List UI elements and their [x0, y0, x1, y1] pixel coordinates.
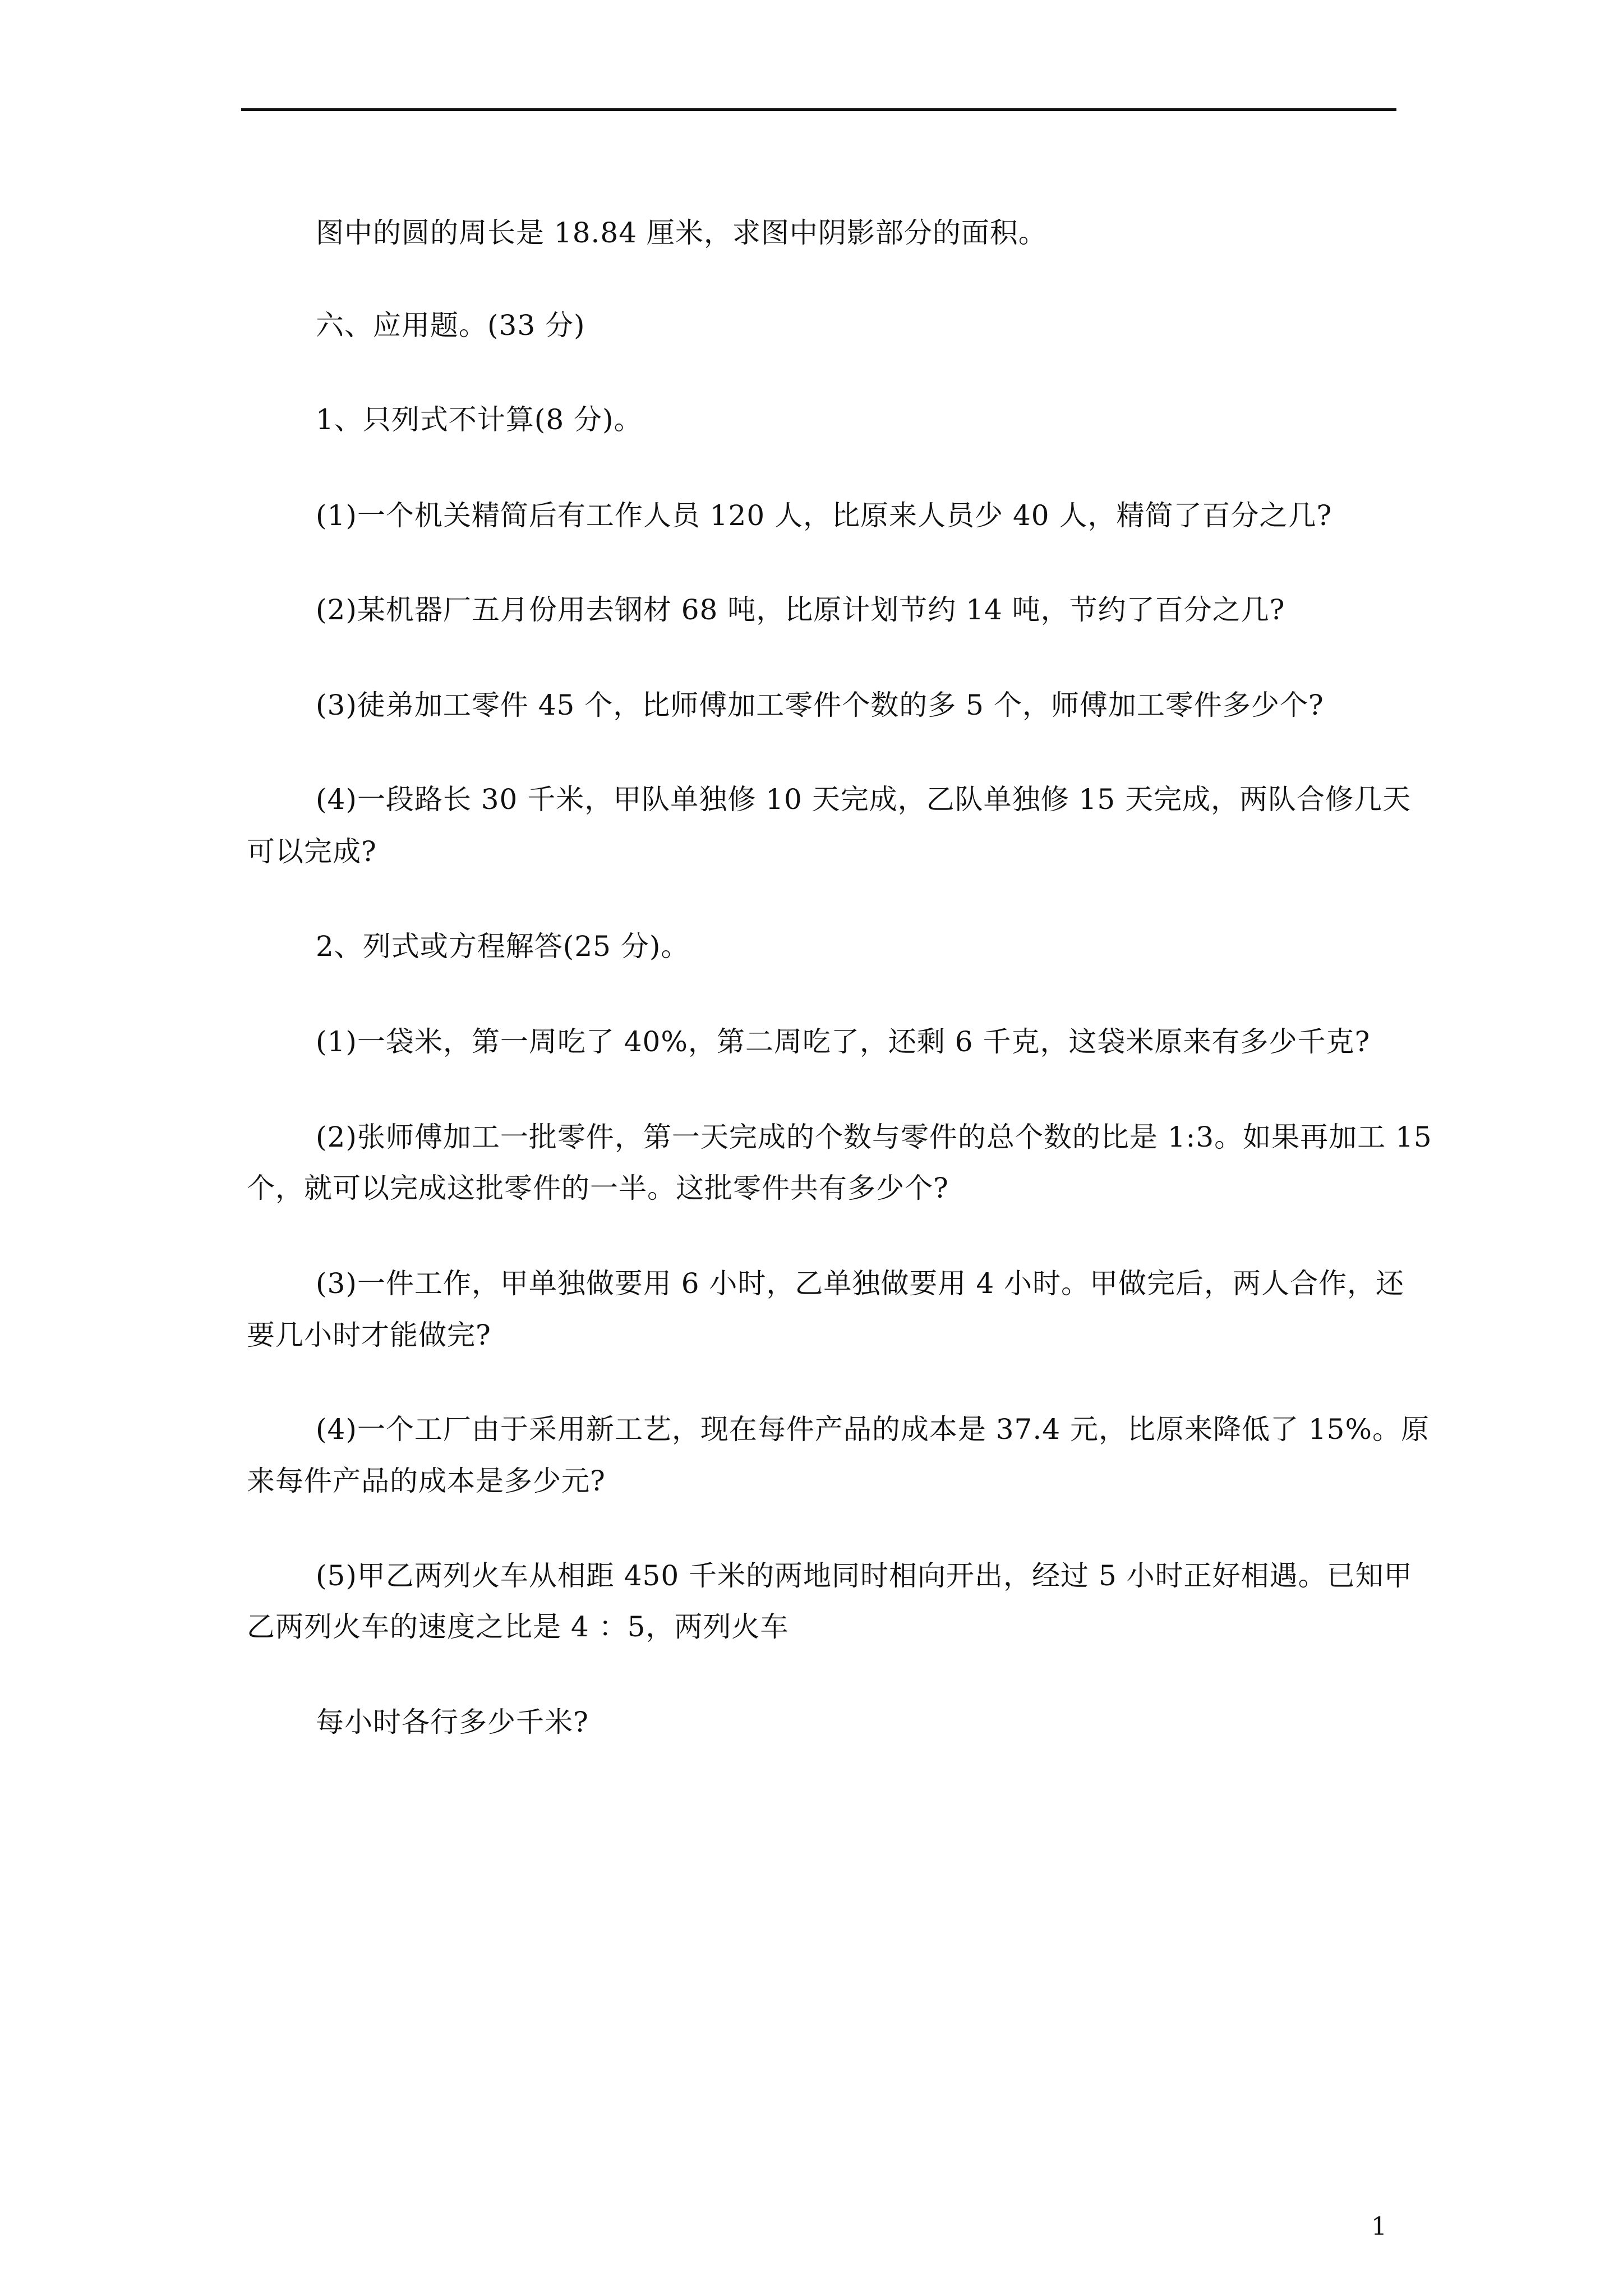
header-rule: [241, 108, 1396, 111]
section-heading: 六、应用题。(33 分): [316, 309, 585, 342]
question-line-continued: 乙两列火车的速度之比是 4 ：5，两列火车: [247, 1611, 789, 1643]
question-line: (4)一个工厂由于采用新工艺，现在每件产品的成本是 37.4 元，比原来降低了 15%。原: [316, 1413, 1430, 1446]
question-line-continued: 要几小时才能做完?: [247, 1319, 491, 1351]
text-line: 图中的圆的周长是 18.84 厘米，求图中阴影部分的面积。: [316, 217, 1047, 249]
question-line-continued: 可以完成?: [247, 835, 377, 868]
question-line: (1)一个机关精简后有工作人员 120 人，比原来人员少 40 人，精简了百分之几?: [316, 499, 1332, 532]
subsection-heading: 1、只列式不计算(8 分)。: [316, 403, 643, 436]
page-number: 1: [1371, 2212, 1387, 2241]
question-line-continued: 个，就可以完成这批零件的一半。这批零件共有多少个?: [247, 1172, 949, 1204]
question-line: (2)张师傅加工一批零件，第一天完成的个数与零件的总个数的比是 1:3。如果再加工 15: [316, 1121, 1432, 1153]
question-line: (3)一件工作，甲单独做要用 6 小时，乙单独做要用 4 小时。甲做完后，两人合作，还: [316, 1267, 1405, 1300]
question-line: (4)一段路长 30 千米，甲队单独修 10 天完成，乙队单独修 15 天完成，两队合修几天: [316, 783, 1412, 816]
question-line: (2)某机器厂五月份用去钢材 68 吨，比原计划节约 14 吨，节约了百分之几?: [316, 593, 1285, 626]
subsection-heading: 2、列式或方程解答(25 分)。: [316, 930, 690, 963]
question-line: (1)一袋米，第一周吃了 40%，第二周吃了，还剩 6 千克，这袋米原来有多少千克?: [316, 1025, 1371, 1058]
question-line-continued: 来每件产品的成本是多少元?: [247, 1465, 606, 1497]
question-line: (5)甲乙两列火车从相距 450 千米的两地同时相向开出，经过 5 小时正好相遇。已知甲: [316, 1559, 1413, 1592]
question-line-continued: 每小时各行多少千米?: [316, 1706, 589, 1738]
question-line: (3)徒弟加工零件 45 个，比师傅加工零件个数的多 5 个，师傅加工零件多少个?: [316, 689, 1324, 721]
